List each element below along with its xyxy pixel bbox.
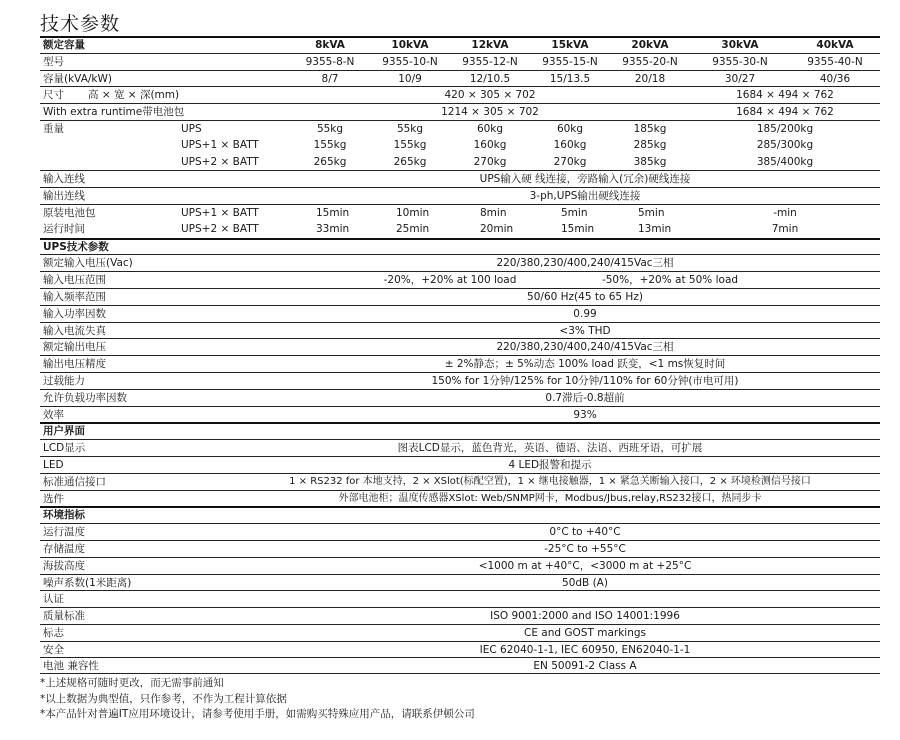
cell: CE and GOST markings <box>524 626 646 639</box>
table-row <box>40 154 880 171</box>
cell: 0.7滞后-0.8超前 <box>545 391 625 404</box>
table-row <box>40 170 880 187</box>
cell: 270kg <box>553 155 587 168</box>
cell: 10/9 <box>398 72 422 85</box>
table-row <box>40 557 880 574</box>
section-heading <box>40 422 880 439</box>
cell: 385/400kg <box>756 155 814 168</box>
col-header: 8kVA <box>315 39 345 51</box>
row-label: 过载能力 <box>43 374 85 387</box>
cell: 12/10.5 <box>469 72 511 85</box>
table-row <box>40 456 880 473</box>
footnote: *上述规格可随时更改，而无需事前通知 <box>40 677 224 689</box>
cell: 9355-30-N <box>712 55 768 68</box>
cell: 20min <box>480 222 514 235</box>
section-title: UPS技术参数 <box>43 240 109 253</box>
row-label: 尺寸 <box>43 89 64 102</box>
cell: ISO 9001:2000 and ISO 14001:1996 <box>490 610 680 623</box>
row-sublabel: UPS <box>181 122 202 135</box>
row-label: 噪声系数(1米距离) <box>43 576 132 589</box>
table-row <box>40 540 880 557</box>
row-label: 重量 <box>43 122 64 135</box>
section-title: 认证 <box>43 593 64 606</box>
cell: 20/18 <box>634 72 666 85</box>
cell: IEC 62040-1-1, IEC 60950, EN62040-1-1 <box>479 643 691 656</box>
cell: -25°C to +55°C <box>544 542 626 555</box>
row-sublabel: UPS+2 × BATT <box>181 155 259 168</box>
cell: 420 × 305 × 702 <box>444 89 536 102</box>
table-row <box>40 288 880 305</box>
col-header: 10kVA <box>391 39 429 51</box>
table-row <box>40 523 880 540</box>
cell: 0°C to +40°C <box>549 526 621 539</box>
cell: 33min <box>316 222 350 235</box>
cell: 13min <box>638 222 672 235</box>
cell: 5min <box>561 206 588 219</box>
table-row <box>40 86 880 103</box>
col-header: 40kVA <box>816 39 854 51</box>
table-row <box>40 406 880 423</box>
cell: 50dB (A) <box>562 576 608 589</box>
table-row <box>40 590 880 607</box>
table-row <box>40 103 880 120</box>
table-row <box>40 137 880 154</box>
cell: 7min <box>771 222 799 235</box>
cell: 160kg <box>473 138 507 151</box>
table-row <box>40 120 880 137</box>
row-label: 效率 <box>43 408 64 421</box>
row-label: 海拔高度 <box>43 559 85 572</box>
cell: 15min <box>561 222 595 235</box>
table-row <box>40 221 880 238</box>
row-label: 型号 <box>43 55 64 68</box>
footnote: *本产品针对普遍IT应用环境设计，请参考使用手册，如需购买特殊应用产品，请联系伊顿公司 <box>40 708 475 720</box>
cell: 220/380,230/400,240/415Vac三相 <box>496 341 674 354</box>
table-row <box>40 187 880 204</box>
cell: 1 × RS232 for 本地支持，2 × XSlot(标配空置)，1 × 继电接触器，1 × 紧急关断输入接口，2 × 环境检测信号接口 <box>289 475 811 487</box>
table-row <box>40 254 880 271</box>
row-label: 容量(kVA/kW) <box>43 72 112 85</box>
cell: 8min <box>480 206 507 219</box>
cell: 160kg <box>553 138 587 151</box>
col-header: 12kVA <box>471 39 509 51</box>
row-label: 运行时间 <box>43 222 85 235</box>
table-row <box>40 271 880 288</box>
cell: 55kg <box>396 122 424 135</box>
row-label: 输入功率因数 <box>43 307 106 320</box>
table-row <box>40 657 880 674</box>
row-label: 运行温度 <box>43 526 85 539</box>
cell: 270kg <box>473 155 507 168</box>
section-title: 环境指标 <box>43 509 85 522</box>
table-row <box>40 389 880 406</box>
footnotes <box>40 676 475 723</box>
row-label: 标准通信接口 <box>43 475 106 488</box>
cell: 9355-12-N <box>462 55 518 68</box>
footnote: *以上数据为典型值，只作参考，不作为工程计算依据 <box>40 692 287 705</box>
cell: 8/7 <box>321 72 339 85</box>
table-row <box>40 439 880 456</box>
cell: ± 2%静态；± 5%动态 100% load 跃变，<1 ms恢复时间 <box>444 358 726 371</box>
row-label: 选件 <box>43 492 64 505</box>
table-row <box>40 204 880 221</box>
table-row <box>40 641 880 658</box>
cell: 9355-20-N <box>622 55 678 68</box>
cell: 25min <box>396 222 430 235</box>
cell: 15min <box>316 206 350 219</box>
cell: -min <box>773 206 797 219</box>
table-row <box>40 70 880 87</box>
table-row <box>40 305 880 322</box>
cell: 5min <box>638 206 665 219</box>
row-label: LED <box>43 458 64 471</box>
cell: -50%，+20% at 50% load <box>601 274 739 287</box>
table-row <box>40 338 880 355</box>
cell: 图表LCD显示，蓝色背光，英语、德语、法语、西班牙语，可扩展 <box>397 442 703 455</box>
section-title: 用户界面 <box>43 425 85 438</box>
row-label: 输入电流失真 <box>43 324 106 337</box>
table-row <box>40 574 880 591</box>
row-label: 原装电池包 <box>43 206 96 219</box>
cell: 55kg <box>316 122 344 135</box>
row-label: 安全 <box>43 643 64 656</box>
cell: 9355-8-N <box>305 55 355 68</box>
table-row <box>40 372 880 389</box>
table-row <box>40 490 880 507</box>
col-header: 20kVA <box>631 39 669 51</box>
cell: 265kg <box>313 155 347 168</box>
table-row <box>40 624 880 641</box>
row-label: 存储温度 <box>43 542 85 555</box>
row-label: 输出连线 <box>43 190 85 203</box>
cell: 185kg <box>633 122 667 135</box>
row-label: 电池 兼容性 <box>43 660 99 673</box>
row-label: 质量标准 <box>43 610 85 623</box>
cell: 1214 × 305 × 702 <box>441 106 539 119</box>
cell: -20%，+20% at 100 load <box>383 274 517 287</box>
table-header-row <box>40 36 880 53</box>
row-label: 输出电压精度 <box>43 358 106 371</box>
cell: 9355-15-N <box>542 55 598 68</box>
rated-capacity-heading: 额定容量 <box>43 39 85 51</box>
row-label: With extra runtime带电池包 <box>43 106 185 119</box>
cell: 15/13.5 <box>549 72 591 85</box>
cell: 4 LED报警和提示 <box>508 458 592 471</box>
cell: 60kg <box>556 122 584 135</box>
row-label: 额定输入电压(Vac) <box>43 257 133 270</box>
row-sublabel: UPS+2 × BATT <box>181 222 259 235</box>
cell: 155kg <box>313 138 347 151</box>
row-label: 输入频率范围 <box>43 290 106 303</box>
table-row <box>40 322 880 339</box>
cell: 220/380,230/400,240/415Vac三相 <box>496 257 674 270</box>
cell: <1000 m at +40°C，<3000 m at +25°C <box>478 559 692 572</box>
row-sublabel: UPS+1 × BATT <box>181 138 259 151</box>
cell: 385kg <box>633 155 667 168</box>
cell: 外部电池柜；温度传感器XSlot: Web/SNMP网卡，Modbus/Jbus,relay,RS232接口，热同步卡 <box>338 492 762 504</box>
row-label: 额定输出电压 <box>43 341 106 354</box>
cell: 50/60 Hz(45 to 65 Hz) <box>527 290 643 303</box>
cell: 285/300kg <box>756 138 814 151</box>
cell: 155kg <box>393 138 427 151</box>
cell: EN 50091-2 Class A <box>533 660 637 673</box>
row-sublabel: UPS+1 × BATT <box>181 206 259 219</box>
row-label: 输入电压范围 <box>43 274 106 287</box>
table-row <box>40 53 880 70</box>
spec-table <box>40 36 880 674</box>
table-row <box>40 607 880 624</box>
row-label: LCD显示 <box>43 442 86 455</box>
cell: 9355-10-N <box>382 55 438 68</box>
cell: 3-ph,UPS输出硬线连接 <box>529 190 641 203</box>
cell: 30/27 <box>724 72 756 85</box>
cell: <3% THD <box>559 324 611 337</box>
cell: 10min <box>396 206 430 219</box>
cell: 150% for 1分钟/125% for 10分钟/110% for 60分钟(市电可用) <box>431 374 739 387</box>
page-title: 技术参数 <box>40 13 121 35</box>
section-heading <box>40 238 880 255</box>
row-label: 标志 <box>43 626 64 639</box>
col-header: 30kVA <box>721 39 759 51</box>
col-header: 15kVA <box>551 39 589 51</box>
cell: 0.99 <box>573 307 597 320</box>
table-row <box>40 473 880 490</box>
cell: 60kg <box>476 122 504 135</box>
cell: 1684 × 494 × 762 <box>736 106 834 119</box>
section-heading <box>40 506 880 523</box>
cell: 93% <box>573 408 597 421</box>
table-row <box>40 355 880 372</box>
cell: 265kg <box>393 155 427 168</box>
cell: 285kg <box>633 138 667 151</box>
cell: UPS输入硬 线连接，旁路输入(冗余)硬线连接 <box>479 173 691 186</box>
row-sublabel: 高 × 宽 × 深(mm) <box>88 89 180 102</box>
row-label: 允许负载功率因数 <box>43 391 127 404</box>
row-label: 输入连线 <box>43 173 85 186</box>
cell: 185/200kg <box>756 122 814 135</box>
cell: 9355-40-N <box>807 55 863 68</box>
cell: 40/36 <box>819 72 851 85</box>
cell: 1684 × 494 × 762 <box>736 89 834 102</box>
